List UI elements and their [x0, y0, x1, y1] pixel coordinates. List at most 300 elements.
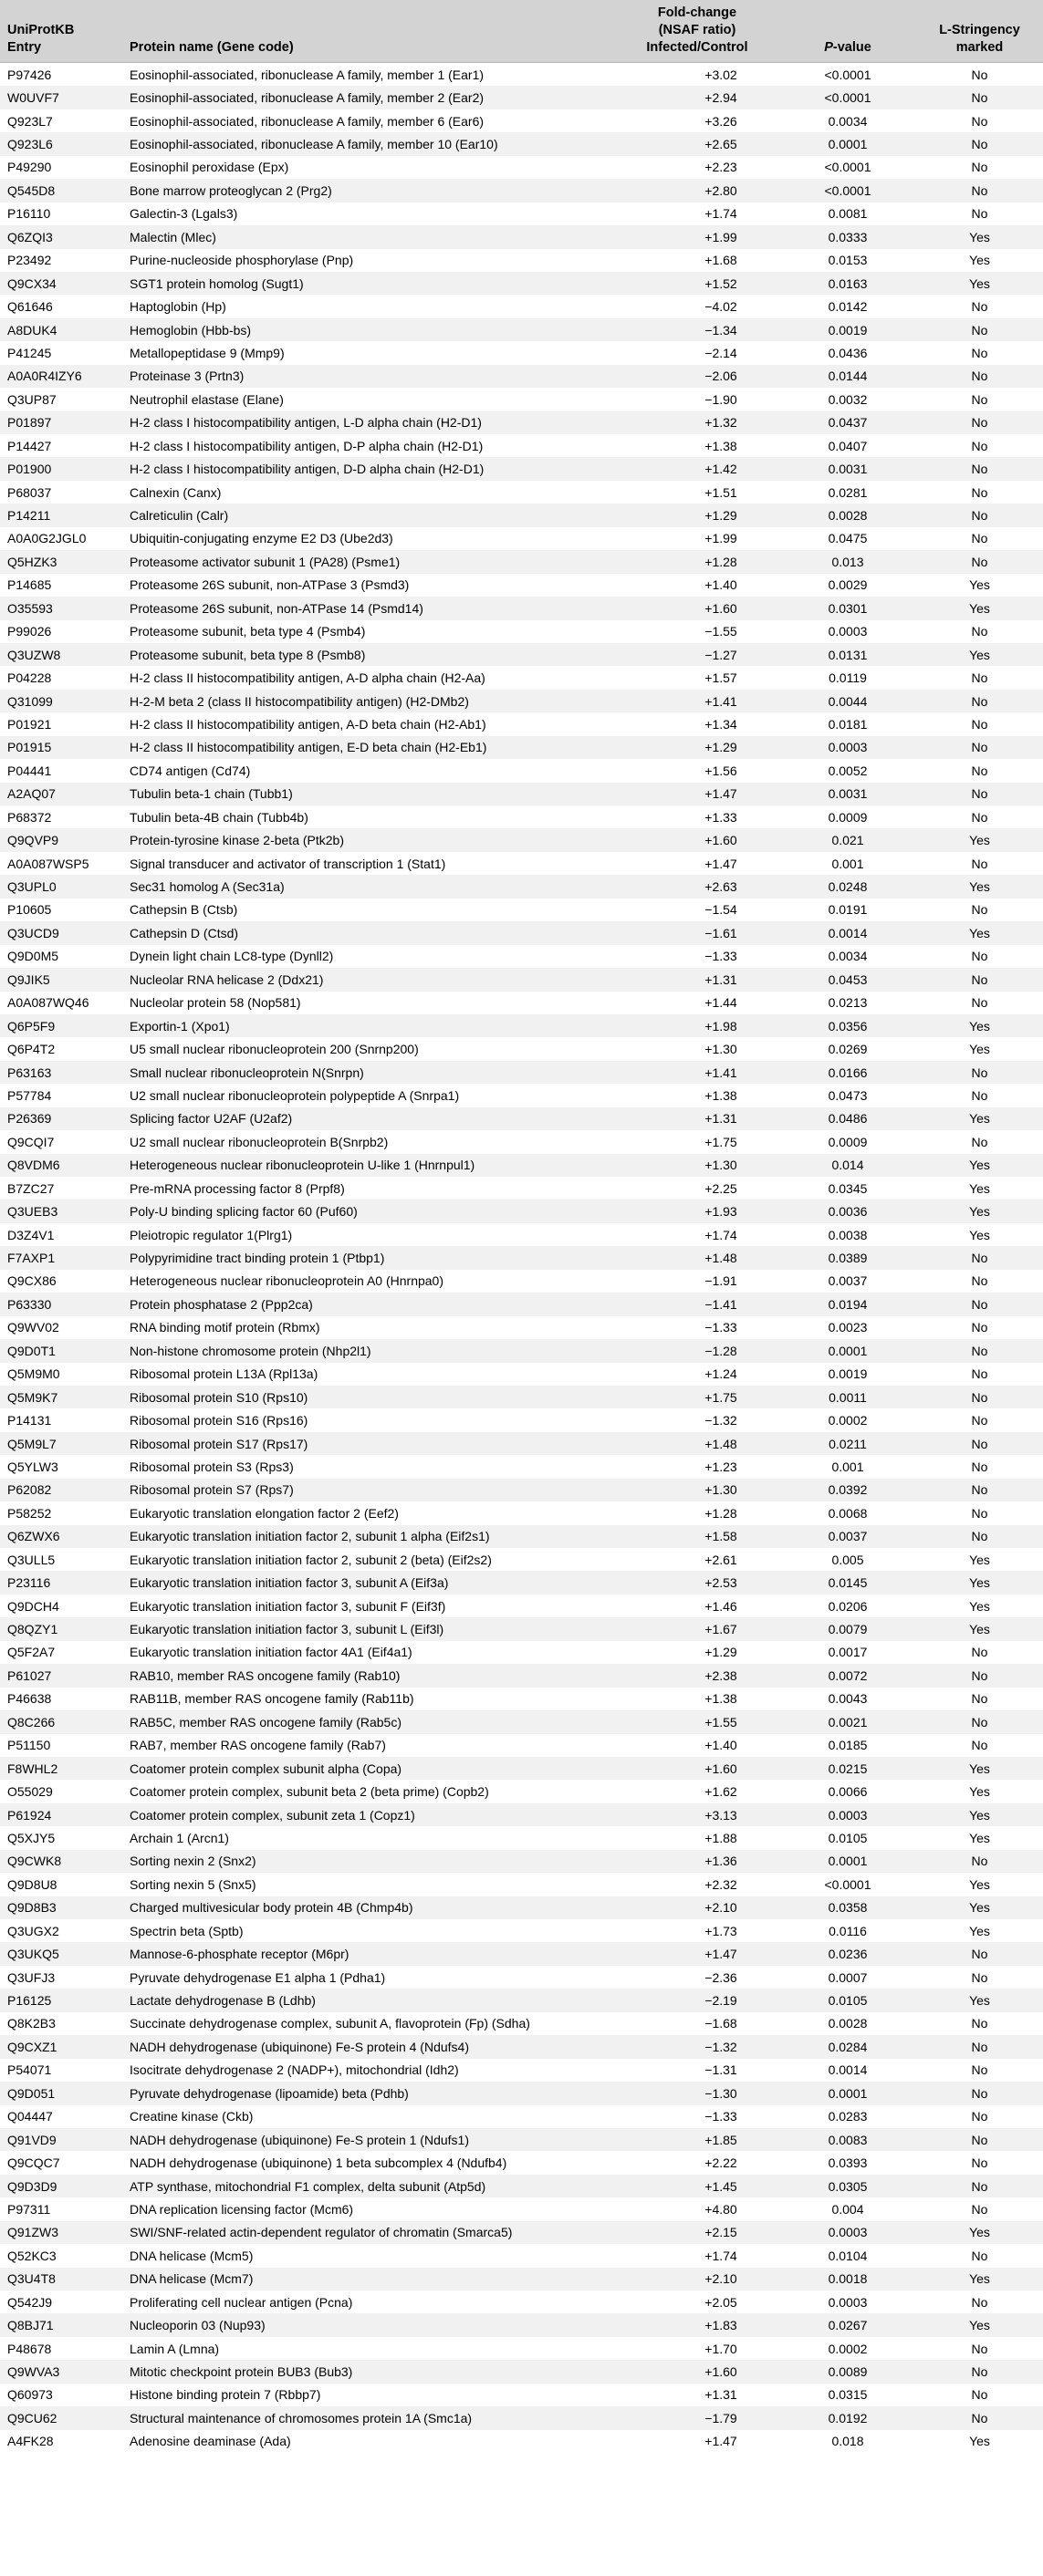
p-value-cell: 0.0009	[828, 809, 868, 825]
table-row	[0, 1919, 1043, 1942]
l-stringency-cell: No	[971, 2341, 988, 2356]
table-row	[0, 156, 1043, 179]
p-value-cell: 0.0072	[779, 1664, 916, 1687]
fold-change-cell: +1.74	[704, 206, 737, 222]
l-stringency-cell: No	[971, 1413, 988, 1428]
protein-name-cell: Small nuclear ribonucleoprotein N(Snrpn)	[122, 1061, 615, 1084]
protein-name-cell: Eukaryotic translation initiation factor 3, subunit L (Eif3l)	[122, 1617, 615, 1640]
table-row	[0, 365, 1043, 388]
table-row	[0, 690, 1043, 712]
protein-name-cell: Nucleoporin 03 (Nup93)	[122, 2313, 615, 2336]
table-row	[0, 2337, 1043, 2360]
entry-cell: O35593	[0, 597, 122, 619]
table-row	[0, 272, 1043, 295]
l-stringency-cell: Yes	[916, 1989, 1043, 2011]
fold-change-cell: −1.33	[704, 1320, 737, 1335]
l-stringency-cell: No	[971, 1366, 988, 1382]
fold-change-cell: +1.38	[704, 438, 737, 453]
p-value-cell: 0.0475	[828, 531, 868, 546]
entry-cell: P62082	[0, 1479, 122, 1501]
entry-cell: Q9DCH4	[7, 1598, 59, 1614]
p-value-cell: 0.0089	[779, 2360, 916, 2383]
protein-name-cell: RNA binding motif protein (Rbmx)	[130, 1320, 320, 1335]
p-value-cell: 0.0393	[828, 2155, 868, 2171]
l-stringency-cell: No	[971, 1134, 988, 1149]
table-row	[0, 2105, 1043, 2128]
l-stringency-cell: No	[971, 484, 988, 500]
l-stringency-cell: Yes	[916, 1107, 1043, 1130]
fold-change-cell: +1.33	[704, 809, 737, 825]
entry-cell: P01921	[7, 716, 52, 732]
table-row	[0, 2012, 1043, 2035]
header-ls-line2: marked	[955, 40, 1004, 55]
protein-name-cell: Histone binding protein 7 (Rbbp7)	[130, 2387, 321, 2403]
l-stringency-cell: No	[916, 365, 1043, 388]
protein-name-cell: Eosinophil-associated, ribonuclease A family, member 6 (Ear6)	[130, 113, 485, 129]
table-row	[0, 968, 1043, 991]
p-value-cell: 0.0345	[828, 1180, 868, 1196]
table-row	[0, 1966, 1043, 1989]
p-value-cell: 0.0392	[779, 1479, 916, 1501]
entry-cell: Q9JIK5	[0, 968, 122, 991]
protein-name-cell: Structural maintenance of chromosomes protein 1A (Smc1a)	[122, 2406, 615, 2429]
entry-cell: F7AXP1	[0, 1246, 122, 1269]
p-value-cell: 0.0211	[779, 1432, 916, 1455]
table-row	[0, 574, 1043, 597]
fold-change-cell: +1.28	[704, 1505, 737, 1521]
l-stringency-cell: No	[916, 1525, 1043, 1548]
entry-cell: P51150	[7, 1738, 51, 1753]
table-row	[0, 109, 1043, 132]
entry-cell: P54071	[7, 2062, 52, 2078]
entry-cell: D3Z4V1	[7, 1227, 55, 1242]
p-value-cell: 0.0079	[779, 1617, 916, 1640]
table-row	[0, 1246, 1043, 1269]
l-stringency-cell: Yes	[969, 1876, 990, 1892]
protein-name-cell: Archain 1 (Arcn1)	[130, 1830, 229, 1845]
fold-change-cell: +1.30	[704, 1042, 737, 1057]
p-value-cell: 0.0011	[779, 1386, 916, 1408]
entry-cell: Q9CWK8	[0, 1850, 122, 1873]
p-value-cell: 0.0014	[779, 921, 916, 944]
p-value-cell: 0.0036	[779, 1200, 916, 1222]
protein-name-cell: Ubiquitin-conjugating enzyme E2 D3 (Ube2d3)	[130, 531, 393, 546]
p-value-cell: 0.0002	[828, 1413, 868, 1428]
p-value-cell: 0.0119	[829, 670, 867, 686]
fold-change-cell: +1.47	[615, 1942, 779, 1965]
table-row	[0, 1617, 1043, 1640]
protein-name-cell: Nucleolar protein 58 (Nop581)	[130, 995, 301, 1011]
header-fc-line2: (NSAF ratio)	[658, 23, 736, 37]
protein-name-cell: H-2 class I histocompatibility antigen, D-P alpha chain (H2-D1)	[130, 438, 484, 453]
table-row	[0, 1408, 1043, 1431]
protein-name-cell: Eukaryotic translation initiation factor 2, subunit 2 (beta) (Eif2s2)	[130, 1552, 492, 1567]
p-value-cell: 0.0052	[828, 763, 868, 778]
table-row	[0, 1200, 1043, 1222]
l-stringency-cell: No	[971, 1645, 988, 1660]
fold-change-cell: +2.22	[704, 2155, 737, 2171]
header-entry-line1: UniProtKB	[7, 23, 75, 37]
entry-cell: Q3UPL0	[0, 875, 122, 898]
fold-change-cell: +1.67	[615, 1617, 779, 1640]
l-stringency-cell: Yes	[969, 1552, 990, 1567]
fold-change-cell: +2.61	[704, 1552, 737, 1567]
entry-cell: Q9D8B3	[0, 1896, 122, 1919]
table-row	[0, 2128, 1043, 2151]
p-value-cell: 0.0001	[779, 2082, 916, 2104]
protein-name-cell: Charged multivesicular body protein 4B (Chmp4b)	[122, 1896, 615, 1919]
fold-change-cell: +1.30	[615, 1154, 779, 1177]
fold-change-cell: +2.10	[615, 1896, 779, 1919]
l-stringency-cell: No	[916, 2175, 1043, 2197]
entry-cell: P99026	[7, 624, 52, 639]
protein-name-cell: Malectin (Mlec)	[122, 225, 615, 248]
protein-name-cell: SWI/SNF-related actin-dependent regulator of chromatin (Smarca5)	[122, 2221, 615, 2244]
header-fold-change	[615, 0, 779, 63]
p-value-cell: 0.0144	[779, 365, 916, 388]
table-row	[0, 1548, 1043, 1571]
fold-change-cell: −1.32	[615, 2035, 779, 2058]
fold-change-cell: −2.19	[615, 1989, 779, 2011]
fold-change-cell: +1.51	[704, 484, 737, 500]
table-row	[0, 527, 1043, 550]
protein-name-cell: Haptoglobin (Hp)	[130, 299, 226, 315]
entry-cell: Q3UGX2	[7, 1923, 59, 1938]
p-value-cell: 0.0153	[828, 253, 868, 268]
protein-name-cell: U2 small nuclear ribonucleoprotein B(Snrpb2)	[130, 1134, 389, 1149]
l-stringency-cell: No	[916, 132, 1043, 155]
entry-cell: A8DUK4	[0, 318, 122, 341]
protein-name-cell: Mannose-6-phosphate receptor (M6pr)	[122, 1942, 615, 1965]
p-value-cell: 0.0001	[779, 1339, 916, 1362]
protein-name-cell: Sorting nexin 2 (Snx2)	[122, 1850, 615, 1873]
fold-change-cell: +2.32	[704, 1876, 737, 1892]
l-stringency-cell: No	[916, 1710, 1043, 1733]
entry-cell: P61924	[0, 1803, 122, 1826]
fold-change-cell: +2.23	[704, 160, 737, 175]
l-stringency-cell: No	[916, 86, 1043, 109]
table-row	[0, 179, 1043, 202]
table-row	[0, 1107, 1043, 1130]
p-value-cell: 0.0389	[779, 1246, 916, 1269]
entry-cell: Q542J9	[7, 2294, 53, 2310]
p-value-cell: 0.0003	[779, 1803, 916, 1826]
entry-cell: Q9WV02	[7, 1320, 59, 1335]
table-row	[0, 2244, 1043, 2267]
table-row	[0, 2151, 1043, 2174]
table-row	[0, 2197, 1043, 2220]
l-stringency-cell: Yes	[916, 597, 1043, 619]
p-value-cell: 0.0407	[828, 438, 868, 453]
p-value-cell: 0.0105	[828, 1830, 868, 1845]
l-stringency-cell: Yes	[916, 2268, 1043, 2290]
fold-change-cell: +1.38	[704, 1691, 737, 1707]
p-value-cell: 0.0356	[779, 1014, 916, 1037]
protein-name-cell: Pre-mRNA processing factor 8 (Prpf8)	[130, 1180, 345, 1196]
table-row	[0, 759, 1043, 782]
protein-name-cell: Proteasome 26S subunit, non-ATPase 3 (Psmd3)	[130, 577, 410, 593]
protein-name-cell: Ribosomal protein L13A (Rpl13a)	[130, 1366, 318, 1382]
entry-cell: Q8K2B3	[7, 2016, 56, 2031]
table-row	[0, 783, 1043, 805]
table-row	[0, 2430, 1043, 2453]
protein-name-cell: Coatomer protein complex, subunit zeta 1 (Copz1)	[122, 1803, 615, 1826]
entry-cell: P16110	[7, 206, 51, 222]
p-value-cell: 0.0001	[779, 1850, 916, 1873]
l-stringency-cell: Yes	[969, 1042, 990, 1057]
l-stringency-cell: No	[916, 1479, 1043, 1501]
table-row	[0, 1757, 1043, 1780]
protein-name-cell: Exportin-1 (Xpo1)	[122, 1014, 615, 1037]
fold-change-cell: +2.10	[615, 2268, 779, 2290]
l-stringency-cell: No	[916, 1664, 1043, 1687]
table-row	[0, 1571, 1043, 1594]
protein-name-cell: RAB10, member RAS oncogene family (Rab10)	[122, 1664, 615, 1687]
protein-name-cell: Cathepsin B (Ctsb)	[130, 902, 238, 918]
p-value-cell: 0.0029	[828, 577, 868, 593]
l-stringency-cell: Yes	[969, 1923, 990, 1938]
entry-cell: P04441	[7, 763, 52, 778]
p-value-cell: 0.0104	[828, 2248, 868, 2263]
table-row	[0, 666, 1043, 689]
p-value-cell: 0.021	[779, 828, 916, 851]
protein-name-cell: Isocitrate dehydrogenase 2 (NADP+), mitochondrial (Idh2)	[130, 2062, 459, 2078]
protein-name-cell: Cathepsin D (Ctsd)	[122, 921, 615, 944]
protein-name-cell: NADH dehydrogenase (ubiquinone) Fe-S protein 4 (Ndufs4)	[122, 2035, 615, 2058]
l-stringency-cell: No	[971, 2109, 988, 2124]
entry-cell: P23492	[7, 253, 52, 268]
l-stringency-cell: No	[916, 504, 1043, 526]
fold-change-cell: +1.29	[704, 1645, 737, 1660]
fold-change-cell: +1.47	[615, 783, 779, 805]
protein-name-cell: Purine-nucleoside phosphorylase (Pnp)	[130, 253, 354, 268]
protein-name-cell: NADH dehydrogenase (ubiquinone) 1 beta subcomplex 4 (Ndufb4)	[130, 2155, 507, 2171]
l-stringency-cell: Yes	[916, 875, 1043, 898]
protein-name-cell: Coatomer protein complex, subunit beta 2 (beta prime) (Copb2)	[130, 1784, 489, 1800]
l-stringency-cell: No	[971, 1087, 988, 1103]
protein-name-cell: SGT1 protein homolog (Sugt1)	[122, 272, 615, 295]
p-value-cell: 0.0018	[779, 2268, 916, 2290]
entry-cell: P68037	[7, 484, 52, 500]
p-value-cell: 0.0034	[828, 949, 868, 964]
entry-cell: Q5HZK3	[0, 550, 122, 573]
header-fc-line1: Fold-change	[657, 5, 737, 20]
l-stringency-cell: Yes	[916, 272, 1043, 295]
p-value-cell: 0.004	[831, 2201, 864, 2217]
entry-cell: P14131	[7, 1413, 52, 1428]
p-value-cell: 0.0215	[779, 1757, 916, 1780]
table-row	[0, 132, 1043, 155]
l-stringency-cell: Yes	[916, 1571, 1043, 1594]
fold-change-cell: +1.48	[615, 1246, 779, 1269]
fold-change-cell: +1.42	[615, 457, 779, 480]
fold-change-cell: +1.55	[615, 1710, 779, 1733]
protein-name-cell: U5 small nuclear ribonucleoprotein 200 (Snrnp200)	[130, 1042, 419, 1057]
protein-name-cell: Tubulin beta-1 chain (Tubb1)	[122, 783, 615, 805]
protein-name-cell: Proliferating cell nuclear antigen (Pcna)	[130, 2294, 353, 2310]
entry-cell: P10605	[7, 902, 52, 918]
table-row	[0, 1177, 1043, 1200]
protein-name-cell: Heterogeneous nuclear ribonucleoprotein U-like 1 (Hnrnpul1)	[122, 1154, 615, 1177]
fold-change-cell: −1.33	[704, 2109, 737, 2124]
header-p-rest: -value	[832, 40, 871, 55]
fold-change-cell: −1.32	[704, 1413, 737, 1428]
entry-cell: Q9D051	[0, 2082, 122, 2104]
fold-change-cell: +1.93	[615, 1200, 779, 1222]
fold-change-cell: +1.60	[615, 1757, 779, 1780]
l-stringency-cell: No	[971, 1691, 988, 1707]
p-value-cell: 0.0001	[779, 132, 916, 155]
l-stringency-cell: No	[916, 1386, 1043, 1408]
table-row	[0, 2035, 1043, 2058]
protein-name-cell: Eosinophil-associated, ribonuclease A family, member 1 (Ear1)	[130, 67, 485, 82]
l-stringency-cell: No	[916, 318, 1043, 341]
fold-change-cell: +2.25	[704, 1180, 737, 1196]
entry-cell: A0A0R4IZY6	[0, 365, 122, 388]
l-stringency-cell: Yes	[916, 1757, 1043, 1780]
l-stringency-cell: No	[971, 2387, 988, 2403]
entry-cell: P61027	[0, 1664, 122, 1687]
protein-name-cell: H-2 class I histocompatibility antigen, L-D alpha chain (H2-D1)	[122, 411, 615, 434]
entry-cell: Q3ULL5	[7, 1552, 56, 1567]
l-stringency-cell: Yes	[969, 2434, 990, 2449]
protein-name-cell: H-2 class II histocompatibility antigen, A-D beta chain (H2-Ab1)	[130, 716, 486, 732]
table-row	[0, 504, 1043, 526]
fold-change-cell: −1.61	[615, 921, 779, 944]
table-row	[0, 550, 1043, 573]
fold-change-cell: +1.83	[615, 2313, 779, 2336]
fold-change-cell: +1.60	[615, 2360, 779, 2383]
table-body	[0, 63, 1043, 2454]
l-stringency-cell: Yes	[916, 1014, 1043, 1037]
l-stringency-cell: No	[971, 1969, 988, 1985]
entry-cell: Q91ZW3	[0, 2221, 122, 2244]
p-value-cell: 0.0145	[779, 1571, 916, 1594]
protein-name-cell: Succinate dehydrogenase complex, subunit A, flavoprotein (Fp) (Sdha)	[130, 2016, 530, 2031]
table-row	[0, 388, 1043, 410]
l-stringency-cell: No	[971, 624, 988, 639]
table-row	[0, 1734, 1043, 1757]
fold-change-cell: +2.53	[615, 1571, 779, 1594]
l-stringency-cell: Yes	[969, 253, 990, 268]
fold-change-cell: +1.40	[704, 577, 737, 593]
p-value-cell: 0.0019	[828, 1366, 868, 1382]
entry-cell: Q8QZY1	[0, 1617, 122, 1640]
table-row	[0, 643, 1043, 666]
protein-name-cell: Calnexin (Canx)	[130, 484, 222, 500]
p-value-cell: 0.0003	[779, 2221, 916, 2244]
fold-change-cell: −1.41	[615, 1293, 779, 1315]
fold-change-cell: −2.14	[704, 345, 737, 360]
entry-cell: P01900	[0, 457, 122, 480]
l-stringency-cell: No	[971, 809, 988, 825]
fold-change-cell: +1.30	[615, 1479, 779, 1501]
fold-change-cell: +1.98	[615, 1014, 779, 1037]
table-row	[0, 1363, 1043, 1386]
entry-cell: Q9D0M5	[7, 949, 59, 964]
table-row	[0, 1896, 1043, 1919]
protein-name-cell: RAB7, member RAS oncogene family (Rab7)	[130, 1738, 386, 1753]
l-stringency-cell: No	[971, 1320, 988, 1335]
p-value-cell: 0.0044	[779, 690, 916, 712]
entry-cell: Q9D0T1	[0, 1339, 122, 1362]
fold-change-cell: +1.75	[615, 1386, 779, 1408]
table-row	[0, 1293, 1043, 1315]
l-stringency-cell: No	[971, 2201, 988, 2217]
table-row	[0, 1386, 1043, 1408]
l-stringency-cell: No	[971, 345, 988, 360]
p-value-cell: 0.001	[831, 856, 864, 871]
table-row	[0, 1455, 1043, 1478]
p-value-cell: 0.0034	[828, 113, 868, 129]
header-fc-line3: Infected/Control	[646, 40, 748, 55]
fold-change-cell: +1.46	[704, 1598, 737, 1614]
l-stringency-cell: Yes	[916, 1154, 1043, 1177]
fold-change-cell: +1.34	[704, 716, 737, 732]
fold-change-cell: +1.68	[704, 253, 737, 268]
table-row	[0, 318, 1043, 341]
protein-name-cell: H-2 class II histocompatibility antigen, A-D alpha chain (H2-Aa)	[130, 670, 485, 686]
p-value-cell: 0.0032	[828, 391, 868, 407]
entry-cell: P26369	[0, 1107, 122, 1130]
entry-cell: Q04447	[7, 2109, 53, 2124]
protein-name-cell: Polypyrimidine tract binding protein 1 (Ptbp1)	[122, 1246, 615, 1269]
l-stringency-cell: No	[971, 160, 988, 175]
protein-name-cell: Metallopeptidase 9 (Mmp9)	[130, 345, 285, 360]
entry-cell: W0UVF7	[0, 86, 122, 109]
p-value-cell: 0.0191	[828, 902, 868, 918]
entry-cell: P14685	[7, 577, 52, 593]
l-stringency-cell: Yes	[916, 2313, 1043, 2336]
l-stringency-cell: No	[916, 1061, 1043, 1084]
entry-cell: Q923L6	[0, 132, 122, 155]
table-row	[0, 1803, 1043, 1826]
protein-name-cell: RAB11B, member RAS oncogene family (Rab11b)	[130, 1691, 414, 1707]
l-stringency-cell: No	[971, 856, 988, 871]
table-row	[0, 1641, 1043, 1664]
l-stringency-cell: No	[916, 1339, 1043, 1362]
p-value-cell: 0.0019	[779, 318, 916, 341]
fold-change-cell: −2.06	[615, 365, 779, 388]
fold-change-cell: +1.52	[615, 272, 779, 295]
entry-cell: Q9WVA3	[0, 2360, 122, 2383]
p-value-cell: 0.0248	[779, 875, 916, 898]
l-stringency-cell: Yes	[969, 1180, 990, 1196]
l-stringency-cell: No	[971, 391, 988, 407]
entry-cell: Q60973	[7, 2387, 53, 2403]
fold-change-cell: −1.91	[704, 1273, 737, 1289]
entry-cell: P04228	[7, 670, 52, 686]
protein-name-cell: Pyruvate dehydrogenase E1 alpha 1 (Pdha1)	[130, 1969, 386, 1985]
protein-name-cell: Hemoglobin (Hbb-bs)	[122, 318, 615, 341]
header-ls-line1: L-Stringency	[939, 23, 1020, 37]
fold-change-cell: +1.74	[704, 2248, 737, 2263]
entry-cell: P68372	[7, 809, 52, 825]
table-row	[0, 1223, 1043, 1246]
table-row	[0, 852, 1043, 875]
fold-change-cell: +1.36	[615, 1850, 779, 1873]
entry-cell: Q31099	[0, 690, 122, 712]
header-protein-label: Protein name (Gene code)	[130, 40, 294, 55]
l-stringency-cell: Yes	[969, 1830, 990, 1845]
protein-name-cell: Ribosomal protein S7 (Rps7)	[122, 1479, 615, 1501]
protein-name-cell: CD74 antigen (Cd74)	[130, 763, 251, 778]
protein-name-cell: Ribosomal protein S16 (Rps16)	[130, 1413, 308, 1428]
p-value-cell: 0.0105	[779, 1989, 916, 2011]
p-value-cell: 0.0453	[779, 968, 916, 991]
table-row	[0, 2268, 1043, 2290]
p-value-cell: 0.0166	[779, 1061, 916, 1084]
